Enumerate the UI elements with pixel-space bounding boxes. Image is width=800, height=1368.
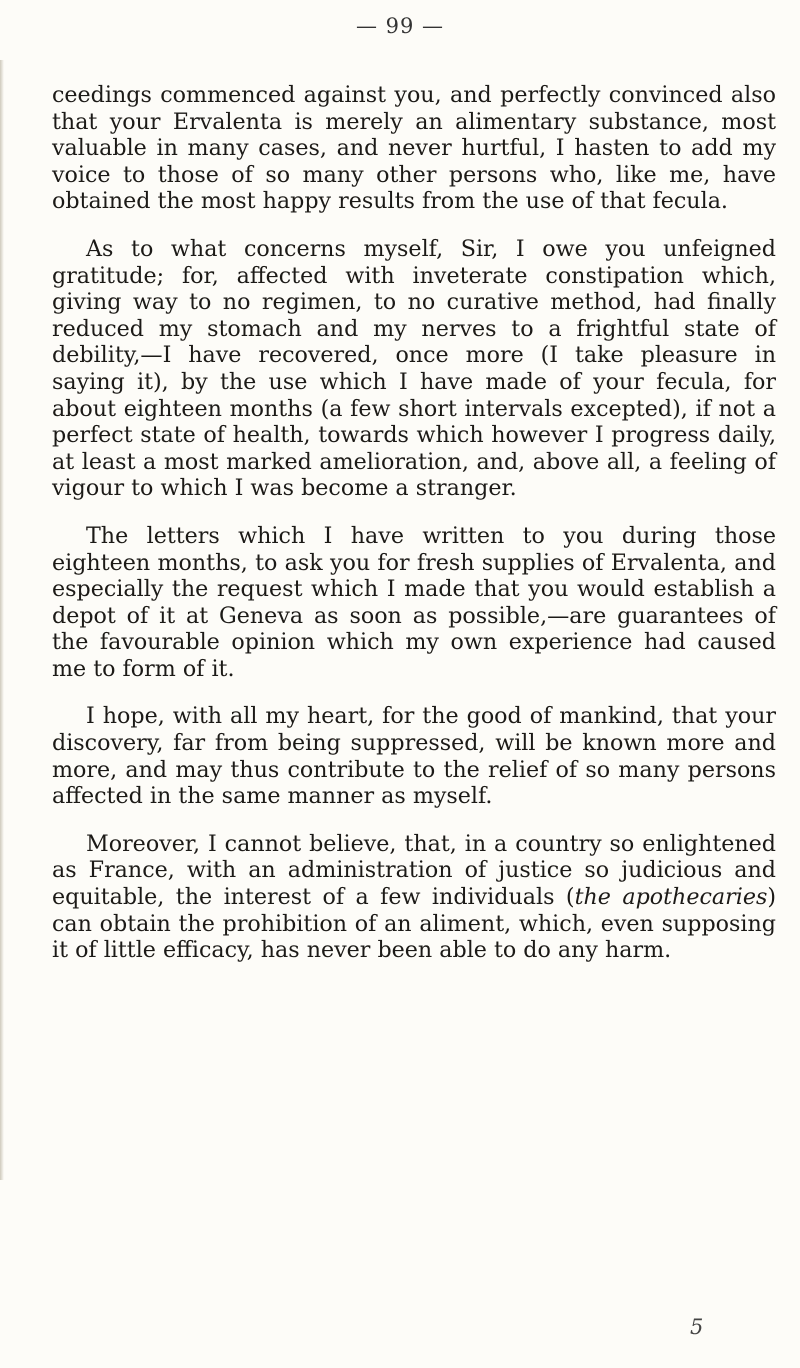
paragraph-3-text: The letters which I have written to you during those eighteen months, to ask you for fresh supplies of Ervalenta, and especially the request which I made that you would establish a depot of it at Geneva as soon as possible,—are guarantees of the favourable opinion which my own experience had caused me to form of it. bbox=[52, 522, 776, 682]
paragraph-1-text: ceedings commenced against you, and perfectly convinced also that your Ervalenta is merely an alimentary substance, most valuable in many cases, and never hurtful, I hasten to add my voice to those of so many other persons who, like me, have obtained the most happy results from the use of that fecula. bbox=[52, 82, 776, 215]
paragraph-2-text: As to what concerns myself, Sir, I owe you unfeigned gratitude; for, affected with inveterate constipation which, giving way to no regimen, to no curative method, had finally reduced my stomach and my nerves to a frightful state of debility,—I have recovered, once more (I take pleasure in saying it), by the use which I have made of your fecula, for about eighteen months (a few short intervals excepted), if not a perfect state of health, towards which however I progress daily, at least a most marked amelioration, and, above all, a feeling of vigour to which I was become a stranger. bbox=[52, 235, 776, 502]
paragraph-4-text: I hope, with all my heart, for the good of mankind, that your discovery, far from being suppressed, will be known more and more, and may thus contribute to the relief of so many persons affected in the same manner as myself. bbox=[52, 703, 776, 810]
page-left-edge-shadow bbox=[0, 60, 4, 1180]
body-text bbox=[52, 82, 776, 985]
paragraph-5 bbox=[52, 831, 776, 964]
paragraph-5-italic: the apothecaries bbox=[574, 884, 768, 911]
paragraph-4 bbox=[52, 703, 776, 809]
paragraph-5-text-before: Moreover, I cannot believe, that, in a country so enlightened as France, with an administration of justice so judicious and equitable, the interest of a few individuals ( bbox=[52, 830, 776, 911]
page-number: — 99 — bbox=[355, 14, 445, 38]
paragraph-2 bbox=[52, 236, 776, 502]
paragraph-3 bbox=[52, 523, 776, 683]
paragraph-5-text-after: ) can obtain the prohibition of an aliment, which, even supposing it of little efficacy, has never been able to do any harm. bbox=[52, 884, 776, 964]
signature-mark: 5 bbox=[690, 1315, 704, 1339]
paragraph-1 bbox=[52, 82, 776, 215]
